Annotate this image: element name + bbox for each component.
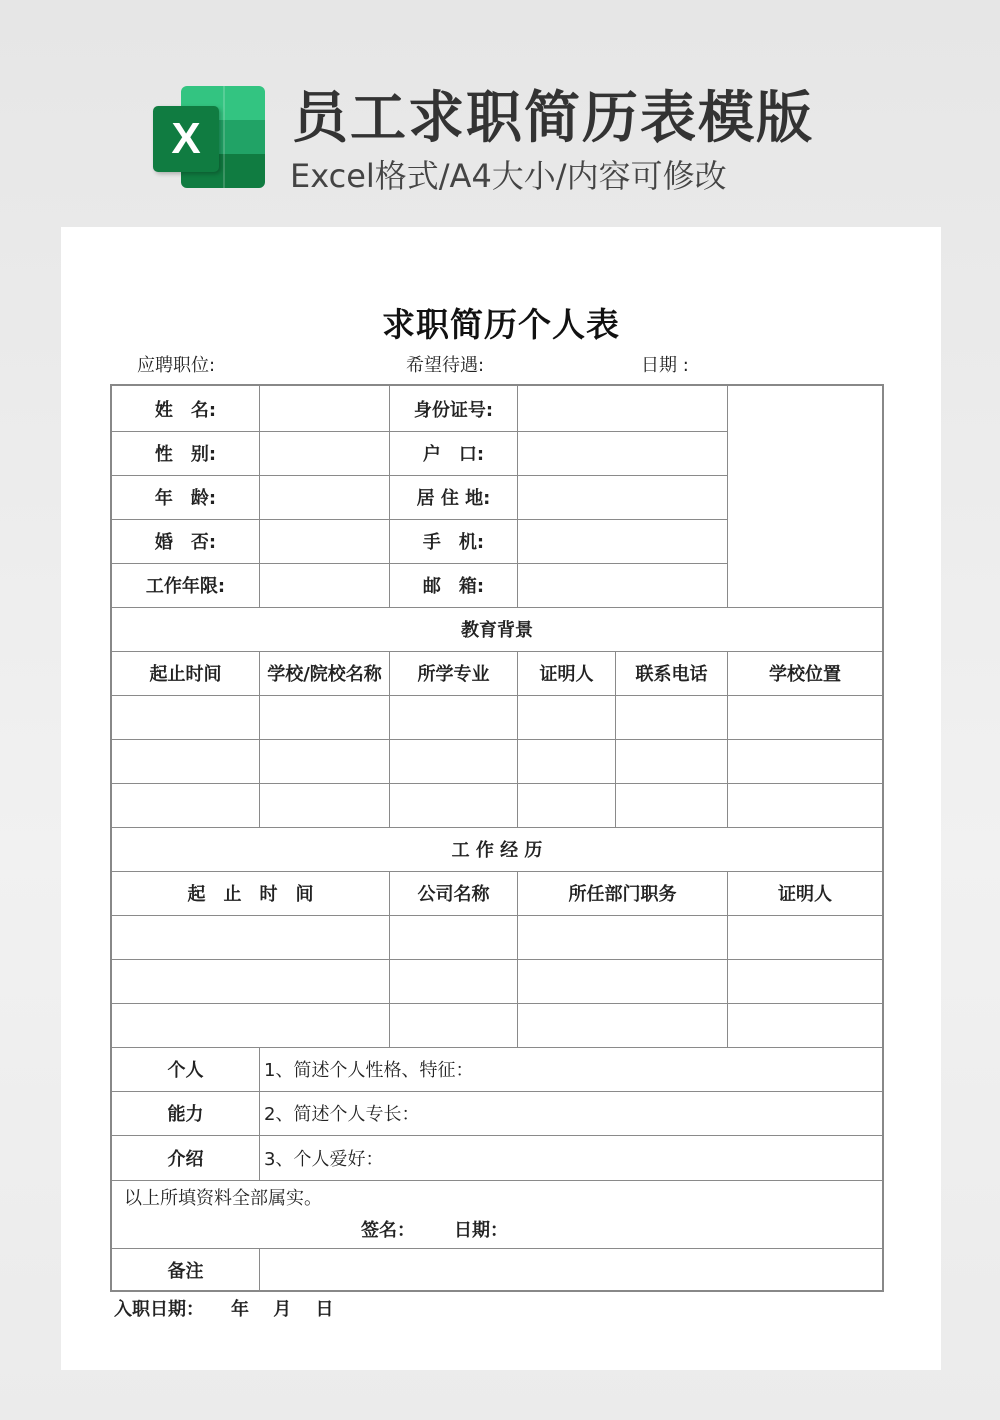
document-title: 求职简历个人表 — [382, 305, 620, 344]
resume-form-table — [110, 384, 884, 1292]
household-label: 户 口: — [422, 444, 485, 465]
household-value-cell[interactable] — [518, 431, 727, 475]
photo-cell[interactable] — [728, 386, 882, 607]
intro-label-introduction: 介绍 — [167, 1148, 204, 1170]
name-label: 姓 名: — [154, 399, 217, 421]
signature-date-label: 日期： — [454, 1220, 508, 1241]
marital-value-cell[interactable] — [260, 519, 389, 563]
education-row[interactable] — [112, 739, 882, 783]
id-number-label: 身份证号: — [413, 399, 494, 421]
email-label: 邮 箱: — [422, 576, 485, 597]
work-col-period: 起 止 时 间 — [187, 884, 314, 905]
banner-subtitle: Excel格式/A4大小/内容可修改 — [290, 157, 727, 195]
position-field-label: 应聘职位: — [137, 355, 216, 376]
salary-field-label: 希望待遇: — [406, 355, 485, 376]
work-col-company: 公司名称 — [417, 884, 490, 905]
work-heading: 工 作 经 历 — [451, 840, 543, 861]
signature-label: 签名： — [361, 1220, 415, 1241]
work-col-reference: 证明人 — [778, 884, 832, 905]
document-page — [61, 227, 941, 1370]
intro-hobbies-prompt[interactable]: 3、个人爱好： — [264, 1148, 384, 1170]
edu-col-location: 学校位置 — [769, 664, 841, 685]
gender-value-cell[interactable] — [260, 431, 389, 475]
education-row[interactable] — [112, 783, 882, 827]
edu-col-major: 所学专业 — [417, 664, 490, 685]
banner-title: 员工求职简历表模版 — [292, 86, 814, 151]
declaration-text: 以上所填资料全部属实。 — [124, 1188, 322, 1209]
work-row[interactable] — [112, 1003, 882, 1047]
intro-label-personal: 个人 — [167, 1060, 204, 1081]
residence-label: 居 住 地: — [416, 488, 491, 509]
mobile-value-cell[interactable] — [518, 519, 727, 563]
edu-col-reference: 证明人 — [539, 664, 594, 685]
edu-col-school: 学校/院校名称 — [267, 664, 382, 685]
work-row[interactable] — [112, 959, 882, 1003]
work-row[interactable] — [112, 915, 882, 959]
gender-label: 性 别: — [154, 444, 217, 465]
remarks-label: 备注 — [167, 1261, 204, 1282]
excel-logo-letter: X — [153, 106, 219, 172]
banner — [0, 0, 1000, 225]
edu-col-phone: 联系电话 — [635, 664, 708, 685]
work-years-value-cell[interactable] — [260, 563, 389, 607]
entry-date-line: 入职日期： 年 月 日 — [114, 1299, 334, 1320]
residence-value-cell[interactable] — [518, 475, 727, 519]
email-value-cell[interactable] — [518, 563, 727, 607]
work-col-position: 所任部门职务 — [568, 884, 677, 905]
education-row[interactable] — [112, 695, 882, 739]
id-number-value-cell[interactable] — [518, 386, 727, 431]
intro-label-ability: 能力 — [167, 1104, 204, 1125]
edu-col-period: 起止时间 — [149, 664, 222, 685]
work-years-label: 工作年限: — [145, 576, 226, 597]
name-value-cell[interactable] — [260, 386, 389, 431]
education-heading: 教育背景 — [461, 620, 533, 641]
excel-icon — [153, 86, 265, 188]
intro-personality-prompt[interactable]: 1、简述个人性格、特征： — [264, 1060, 474, 1081]
marital-label: 婚 否: — [154, 532, 217, 553]
mobile-label: 手 机: — [422, 532, 485, 553]
remarks-value-cell[interactable] — [260, 1248, 882, 1292]
age-label: 年 龄: — [154, 488, 217, 509]
date-field-label: 日期 : — [641, 355, 689, 376]
intro-specialty-prompt[interactable]: 2、简述个人专长： — [264, 1104, 420, 1125]
age-value-cell[interactable] — [260, 475, 389, 519]
